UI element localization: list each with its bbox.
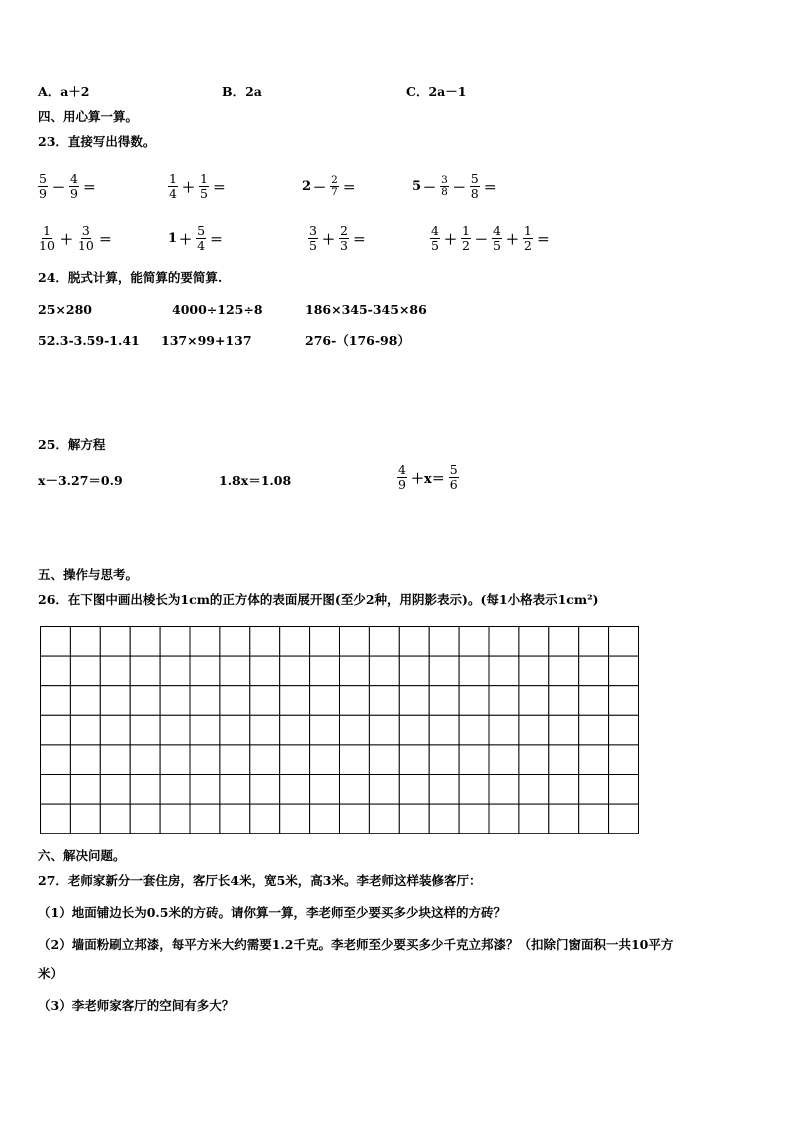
q27-part-2a: （2）墙面粉刷立邦漆，每平方米大约需要1.2千克。李老师至少要买多少千克立邦漆？（扣除门窗面积一共10平方 (38, 937, 674, 952)
grid-cell[interactable] (280, 627, 310, 657)
grid-cell[interactable] (70, 745, 100, 775)
grid-cell[interactable] (429, 804, 459, 834)
grid-cell[interactable] (41, 804, 71, 834)
q25-equation-3: $\frac{4}{9}$ ＋x＝ $\frac{5}{6}$ (398, 462, 458, 492)
grid-cell[interactable] (280, 804, 310, 834)
q23-expr-3: 2 － $\frac{2}{7}$ ＝ (302, 174, 356, 198)
drawing-grid[interactable] (40, 626, 640, 834)
grid-cell[interactable] (41, 686, 71, 716)
grid-cell[interactable] (429, 745, 459, 775)
grid-cell[interactable] (130, 656, 160, 686)
grid-cell[interactable] (489, 804, 519, 834)
grid-cell[interactable] (100, 804, 130, 834)
grid-cell[interactable] (190, 715, 220, 745)
q23-expr-5: $\frac{1}{10}$ ＋ $\frac{3}{10}$ ＝ (39, 223, 112, 253)
grid-cell[interactable] (130, 715, 160, 745)
grid-cell[interactable] (399, 745, 429, 775)
grid-cell[interactable] (519, 775, 549, 805)
grid-cell[interactable] (459, 804, 489, 834)
grid-cell[interactable] (519, 745, 549, 775)
grid-cell[interactable] (190, 656, 220, 686)
q24-item-6: 276-（176-98） (305, 333, 410, 348)
grid-cell[interactable] (70, 804, 100, 834)
grid-cell[interactable] (429, 656, 459, 686)
grid-cell[interactable] (100, 656, 130, 686)
grid-cell[interactable] (399, 715, 429, 745)
grid-cell[interactable] (130, 627, 160, 657)
q23-expr-1: $\frac{5}{9}$ － $\frac{4}{9}$ ＝ (39, 171, 96, 201)
q23-expr-2: $\frac{1}{4}$ ＋ $\frac{1}{5}$ ＝ (169, 171, 226, 201)
grid-cell[interactable] (609, 745, 639, 775)
grid-cell[interactable] (190, 686, 220, 716)
q23-expr-6: 1 ＋ $\frac{5}{4}$ ＝ (168, 223, 224, 253)
grid-cell[interactable] (70, 627, 100, 657)
grid-cell[interactable] (459, 715, 489, 745)
grid-cell[interactable] (70, 715, 100, 745)
section5-title: 五、操作与思考。 (38, 567, 139, 582)
grid-cell[interactable] (399, 627, 429, 657)
grid-cell[interactable] (160, 686, 190, 716)
option-b: B．2a (222, 84, 262, 99)
q25-title: 25．解方程 (38, 437, 106, 452)
grid-cell[interactable] (399, 656, 429, 686)
grid-cell[interactable] (100, 715, 130, 745)
grid-cell[interactable] (340, 804, 370, 834)
grid-cell[interactable] (220, 745, 250, 775)
grid-cell[interactable] (220, 804, 250, 834)
grid-cell[interactable] (41, 715, 71, 745)
grid-cell[interactable] (250, 627, 280, 657)
option-a: A．a＋2 (38, 84, 90, 99)
grid-cell[interactable] (100, 775, 130, 805)
grid-cell[interactable] (549, 804, 579, 834)
grid-cell[interactable] (340, 627, 370, 657)
grid-cell[interactable] (280, 686, 310, 716)
grid-cell[interactable] (310, 775, 340, 805)
grid-cell[interactable] (220, 686, 250, 716)
grid-cell[interactable] (519, 804, 549, 834)
grid-cell[interactable] (130, 775, 160, 805)
grid-cell[interactable] (340, 656, 370, 686)
grid-cell[interactable] (280, 715, 310, 745)
grid-cell[interactable] (369, 627, 399, 657)
grid-cell[interactable] (399, 686, 429, 716)
grid-cell[interactable] (459, 745, 489, 775)
grid-cell[interactable] (310, 715, 340, 745)
grid-cell[interactable] (340, 775, 370, 805)
q24-item-2: 4000÷125÷8 (172, 302, 263, 317)
grid-cell[interactable] (250, 686, 280, 716)
q24-item-1: 25×280 (38, 302, 92, 317)
q24-item-4: 52.3-3.59-1.41 (38, 333, 140, 348)
grid-cell[interactable] (579, 627, 609, 657)
grid-cell[interactable] (519, 627, 549, 657)
grid-cell[interactable] (160, 627, 190, 657)
grid-cell[interactable] (310, 656, 340, 686)
grid-cell[interactable] (579, 804, 609, 834)
grid-cell[interactable] (70, 775, 100, 805)
grid-cell[interactable] (549, 656, 579, 686)
grid-cell[interactable] (519, 715, 549, 745)
q23-expr-4: 5 － $\frac{3}{8}$ － $\frac{5}{8}$ ＝ (412, 171, 497, 201)
section6-title: 六、解决问题。 (38, 848, 126, 863)
grid-cell[interactable] (369, 686, 399, 716)
grid-cell[interactable] (100, 686, 130, 716)
grid-cell[interactable] (250, 715, 280, 745)
grid-cell[interactable] (549, 627, 579, 657)
q23-expr-8: $\frac{4}{5}$ ＋ $\frac{1}{2}$ － $\frac{4}{5}$ ＋ $\frac{1}{2}$ ＝ (431, 223, 550, 253)
grid-cell[interactable] (160, 745, 190, 775)
grid-cell[interactable] (519, 656, 549, 686)
grid-cell[interactable] (579, 656, 609, 686)
grid-cell[interactable] (459, 627, 489, 657)
grid-cell[interactable] (369, 804, 399, 834)
grid-cell[interactable] (340, 686, 370, 716)
grid-cell[interactable] (250, 804, 280, 834)
grid-cell[interactable] (489, 745, 519, 775)
grid-cell[interactable] (340, 745, 370, 775)
q24-item-3: 186×345-345×86 (305, 302, 427, 317)
grid-cell[interactable] (369, 656, 399, 686)
grid-cell[interactable] (429, 715, 459, 745)
grid-cell[interactable] (310, 627, 340, 657)
grid-cell[interactable] (250, 745, 280, 775)
grid-cell[interactable] (609, 804, 639, 834)
grid-cell[interactable] (459, 686, 489, 716)
grid-cell[interactable] (220, 656, 250, 686)
grid-cell[interactable] (280, 656, 310, 686)
grid-cell[interactable] (399, 775, 429, 805)
grid-cell[interactable] (579, 715, 609, 745)
grid-cell[interactable] (609, 686, 639, 716)
grid-cell[interactable] (369, 715, 399, 745)
q26-title: 26．在下图中画出棱长为1cm的正方体的表面展开图(至少2种，用阴影表示)。(每1小格表示1cm²) (38, 592, 599, 607)
grid-cell[interactable] (579, 775, 609, 805)
grid-cell[interactable] (429, 686, 459, 716)
grid-cell[interactable] (100, 627, 130, 657)
grid-cell[interactable] (489, 775, 519, 805)
grid-cell[interactable] (220, 627, 250, 657)
grid-cell[interactable] (399, 804, 429, 834)
grid-cell[interactable] (340, 715, 370, 745)
grid-cell[interactable] (519, 686, 549, 716)
q24-item-5: 137×99+137 (161, 333, 252, 348)
q27-part-3: （3）李老师家客厅的空间有多大？ (38, 998, 235, 1013)
grid-cell[interactable] (190, 775, 220, 805)
grid-cell[interactable] (609, 656, 639, 686)
grid-cell[interactable] (369, 775, 399, 805)
grid-cell[interactable] (549, 686, 579, 716)
grid-cell[interactable] (429, 627, 459, 657)
q23-title: 23．直接写出得数。 (38, 134, 156, 149)
grid-cell[interactable] (489, 715, 519, 745)
grid-cell[interactable] (41, 775, 71, 805)
grid-cell[interactable] (130, 804, 160, 834)
grid-cell[interactable] (41, 656, 71, 686)
grid-cell[interactable] (220, 715, 250, 745)
grid-cell[interactable] (130, 745, 160, 775)
grid-cell[interactable] (549, 745, 579, 775)
grid-cell[interactable] (609, 715, 639, 745)
grid-cell[interactable] (250, 775, 280, 805)
grid-cell[interactable] (310, 804, 340, 834)
grid-cell[interactable] (160, 804, 190, 834)
q23-expr-7: $\frac{3}{5}$ ＋ $\frac{2}{3}$ ＝ (309, 223, 366, 253)
grid-cell[interactable] (70, 686, 100, 716)
grid-cell[interactable] (190, 627, 220, 657)
q27-part-1: （1）地面铺边长为0.5米的方砖。请你算一算，李老师至少要买多少块这样的方砖？ (38, 905, 506, 920)
grid-cell[interactable] (70, 656, 100, 686)
grid-cell[interactable] (280, 745, 310, 775)
grid-cell[interactable] (310, 686, 340, 716)
grid-cell[interactable] (489, 656, 519, 686)
grid-cell[interactable] (459, 656, 489, 686)
grid-cell[interactable] (489, 627, 519, 657)
grid-cell[interactable] (160, 715, 190, 745)
grid-cell[interactable] (369, 745, 399, 775)
q27-part-2b: 米） (38, 966, 64, 981)
grid-cell[interactable] (130, 686, 160, 716)
grid-cell[interactable] (250, 656, 280, 686)
grid-cell[interactable] (41, 745, 71, 775)
grid-cell[interactable] (609, 627, 639, 657)
grid-cell[interactable] (190, 745, 220, 775)
q25-equation-2: 1.8x＝1.08 (219, 473, 292, 488)
section4-title: 四、用心算一算。 (38, 109, 139, 124)
grid-cell[interactable] (459, 775, 489, 805)
grid-cell[interactable] (310, 745, 340, 775)
q25-equation-1: x－3.27＝0.9 (38, 473, 123, 488)
grid-cell[interactable] (160, 775, 190, 805)
q27-title: 27．老师家新分一套住房，客厅长4米，宽5米，高3米。李老师这样装修客厅： (38, 873, 482, 888)
grid-cell[interactable] (190, 804, 220, 834)
grid-cell[interactable] (160, 656, 190, 686)
grid-cell[interactable] (549, 775, 579, 805)
grid-cell[interactable] (489, 686, 519, 716)
q24-title: 24．脱式计算，能简算的要简算. (38, 270, 223, 285)
grid-cell[interactable] (100, 745, 130, 775)
grid-cell[interactable] (220, 775, 250, 805)
grid-cell[interactable] (41, 627, 71, 657)
grid-cell[interactable] (429, 775, 459, 805)
option-c: C．2a－1 (406, 84, 467, 99)
grid-cell[interactable] (579, 686, 609, 716)
grid-cell[interactable] (579, 745, 609, 775)
grid-cell[interactable] (280, 775, 310, 805)
grid-cell[interactable] (609, 775, 639, 805)
grid-cell[interactable] (549, 715, 579, 745)
